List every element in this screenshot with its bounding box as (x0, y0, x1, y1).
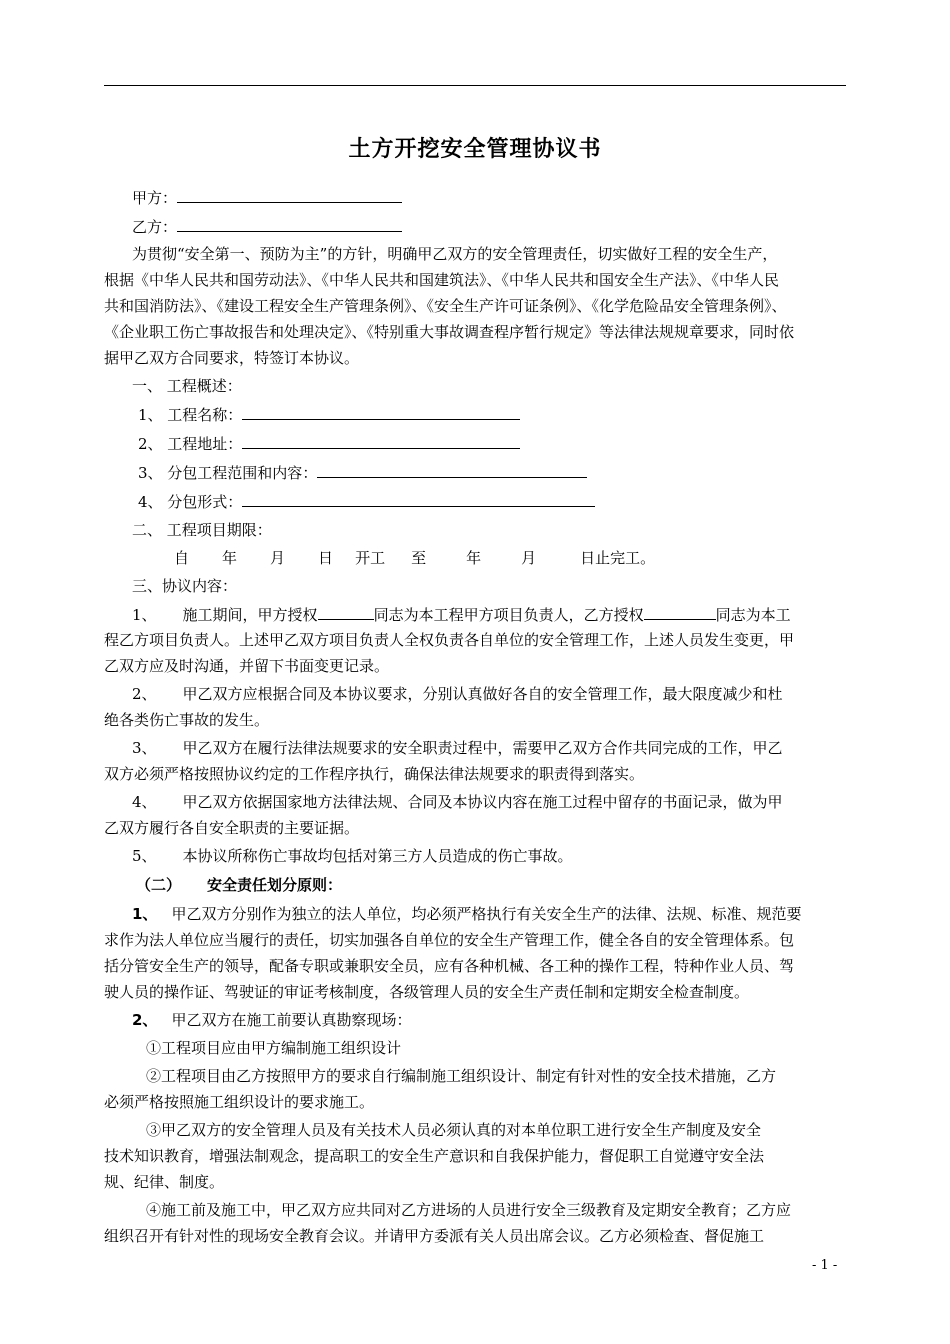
party-a-label: 甲方： (132, 189, 178, 207)
subcontract-scope-label: 3、 分包工程范围和内容： (138, 464, 318, 482)
sub-clause-1: ①工程项目应由甲方编制施工组织设计 (146, 1039, 402, 1057)
clause-2-num: 2、 (132, 685, 157, 703)
party-a-blank[interactable] (177, 187, 402, 203)
clause-1-text-b: 同志为本工程甲方项目负责人，乙方授权 (373, 606, 644, 624)
clause-1-num: 1、 (132, 606, 157, 624)
clause-2-text: 甲乙双方应根据合同及本协议要求，分别认真做好各自的安全管理工作，最大限度减少和杜 (182, 685, 783, 703)
period-end: 日止完工。 (580, 549, 656, 567)
page-number: - 1 - (812, 1258, 838, 1273)
period-day: 日 (318, 549, 334, 567)
part2-heading-text: 安全责任划分原则： (207, 876, 343, 894)
rule-1-line: 求作为法人单位应当履行的责任，切实加强各自单位的安全生产管理工作，健全各自的安全管理体系。包 (104, 931, 795, 949)
header-rule (104, 85, 846, 86)
rule-2-num: 2、 (132, 1011, 158, 1029)
subcontract-scope-blank[interactable] (317, 462, 587, 478)
part2-heading-num: （二） (136, 876, 182, 894)
clause-1-line: 程乙方项目负责人。上述甲乙双方项目负责人全权负责各自单位的安全管理工作，上述人员发生变更，甲 (104, 631, 795, 649)
clause-5-text: 本协议所称伤亡事故均包括对第三方人员造成的伤亡事故。 (182, 847, 573, 865)
clause-1-line: 乙双方应及时沟通，并留下书面变更记录。 (104, 657, 390, 675)
clause-3-line: 双方必须严格按照协议约定的工作程序执行，确保法律法规要求的职责得到落实。 (104, 765, 645, 783)
clause-3-line (132, 738, 783, 758)
sub-clause-3: ③甲乙双方的安全管理人员及有关技术人员必须认真的对本单位职工进行安全生产制度及安全 (146, 1121, 762, 1139)
project-name-line (138, 404, 520, 425)
section2-heading: 二、 工程项目期限： (132, 521, 272, 539)
sub-clause-4: 组织召开有针对性的现场安全教育会议。并请甲方委派有关人员出席会议。乙方必须检查、督促施工 (104, 1227, 765, 1245)
period-from: 自 (174, 549, 190, 567)
sub-clause-2: ②工程项目由乙方按照甲方的要求自行编制施工组织设计、制定有针对性的安全技术措施，乙方 (146, 1067, 777, 1085)
clause-3-text: 甲乙双方在履行法律法规要求的安全职责过程中，需要甲乙双方合作共同完成的工作，甲乙 (182, 739, 783, 757)
sub-clause-2: 必须严格按照施工组织设计的要求施工。 (104, 1093, 375, 1111)
subcontract-form-line (138, 491, 595, 512)
period-end-month: 月 (521, 549, 537, 567)
project-address-line (138, 433, 520, 454)
rule-2-text: 甲乙双方在施工前要认真勘察现场： (171, 1011, 412, 1029)
party-a-manager-blank[interactable] (318, 604, 374, 620)
project-name-label: 1、 工程名称： (138, 406, 243, 424)
clause-2-line (132, 684, 783, 704)
clause-5-num: 5、 (132, 847, 157, 865)
period-year: 年 (222, 549, 238, 567)
part2-heading (136, 875, 342, 895)
clause-1-text-c: 同志为本工 (715, 606, 791, 624)
intro-line: 为贯彻“安全第一、预防为主”的方针，明确甲乙双方的安全管理责任，切实做好工程的安全生产， (132, 245, 778, 263)
clause-5-line (132, 846, 573, 866)
period-start: 开工 (355, 549, 386, 567)
intro-line: 据甲乙双方合同要求，特签订本协议。 (104, 349, 360, 367)
project-address-label: 2、 工程地址： (138, 435, 243, 453)
party-b-blank[interactable] (177, 216, 402, 232)
sub-clause-3: 规、纪律、制度。 (104, 1173, 225, 1191)
section3-heading: 三、协议内容： (132, 577, 238, 595)
clause-1-line (132, 604, 791, 625)
section1-heading: 一、 工程概述： (132, 377, 242, 395)
intro-line: 根据《中华人民共和国劳动法》、《中华人民共和国建筑法》、《中华人民共和国安全生产法》、《中华人民 (104, 271, 780, 289)
clause-3-num: 3、 (132, 739, 157, 757)
clause-4-line: 乙双方履行各自安全职责的主要证据。 (104, 819, 360, 837)
rule-1-line: 驶人员的操作证、驾驶证的审证考核制度，各级管理人员的安全生产责任制和定期安全检查制度。 (104, 983, 750, 1001)
clause-1-text-a: 施工期间，甲方授权 (182, 606, 318, 624)
period-end-year: 年 (466, 549, 482, 567)
rule-1-text: 甲乙双方分别作为独立的法人单位，均必须严格执行有关安全生产的法律、法规、标准、规范要 (171, 905, 802, 923)
document-title: 土方开挖安全管理协议书 (348, 137, 602, 162)
rule-1-line: 括分管安全生产的领导，配备专职或兼职安全员，应有各种机械、各工种的操作工程，特种作业人员、驾 (104, 957, 795, 975)
clause-4-line (132, 792, 783, 812)
period-to: 至 (411, 549, 427, 567)
rule-1-line (132, 904, 801, 924)
project-address-blank[interactable] (242, 433, 520, 449)
intro-line: 共和国消防法》、《建设工程安全生产管理条例》、《安全生产许可证条例》、《化学危险品安全管理条例》、 (104, 297, 787, 315)
clause-4-text: 甲乙双方依据国家地方法律法规、合同及本协议内容在施工过程中留存的书面记录，做为甲 (182, 793, 783, 811)
party-a-line (132, 187, 402, 208)
subcontract-form-blank[interactable] (242, 491, 595, 507)
project-name-blank[interactable] (242, 404, 520, 420)
rule-1-num: 1、 (132, 905, 158, 923)
rule-2-line (132, 1010, 411, 1030)
sub-clause-4: ④施工前及施工中，甲乙双方应共同对乙方进场的人员进行安全三级教育及定期安全教育；乙方应 (146, 1201, 792, 1219)
subcontract-scope-line (138, 462, 587, 483)
clause-2-line: 绝各类伤亡事故的发生。 (104, 711, 270, 729)
subcontract-form-label: 4、 分包形式： (138, 493, 243, 511)
party-b-line (132, 216, 402, 237)
sub-clause-3: 技术知识教育，增强法制观念，提高职工的安全生产意识和自我保护能力，督促职工自觉遵守安全法 (104, 1147, 765, 1165)
party-b-manager-blank[interactable] (644, 604, 716, 620)
period-month: 月 (270, 549, 286, 567)
clause-4-num: 4、 (132, 793, 157, 811)
period-line (174, 548, 655, 568)
party-b-label: 乙方： (132, 218, 178, 236)
intro-line: 《企业职工伤亡事故报告和处理决定》、《特别重大事故调查程序暂行规定》等法律法规规章要求，同时依 (104, 323, 795, 341)
